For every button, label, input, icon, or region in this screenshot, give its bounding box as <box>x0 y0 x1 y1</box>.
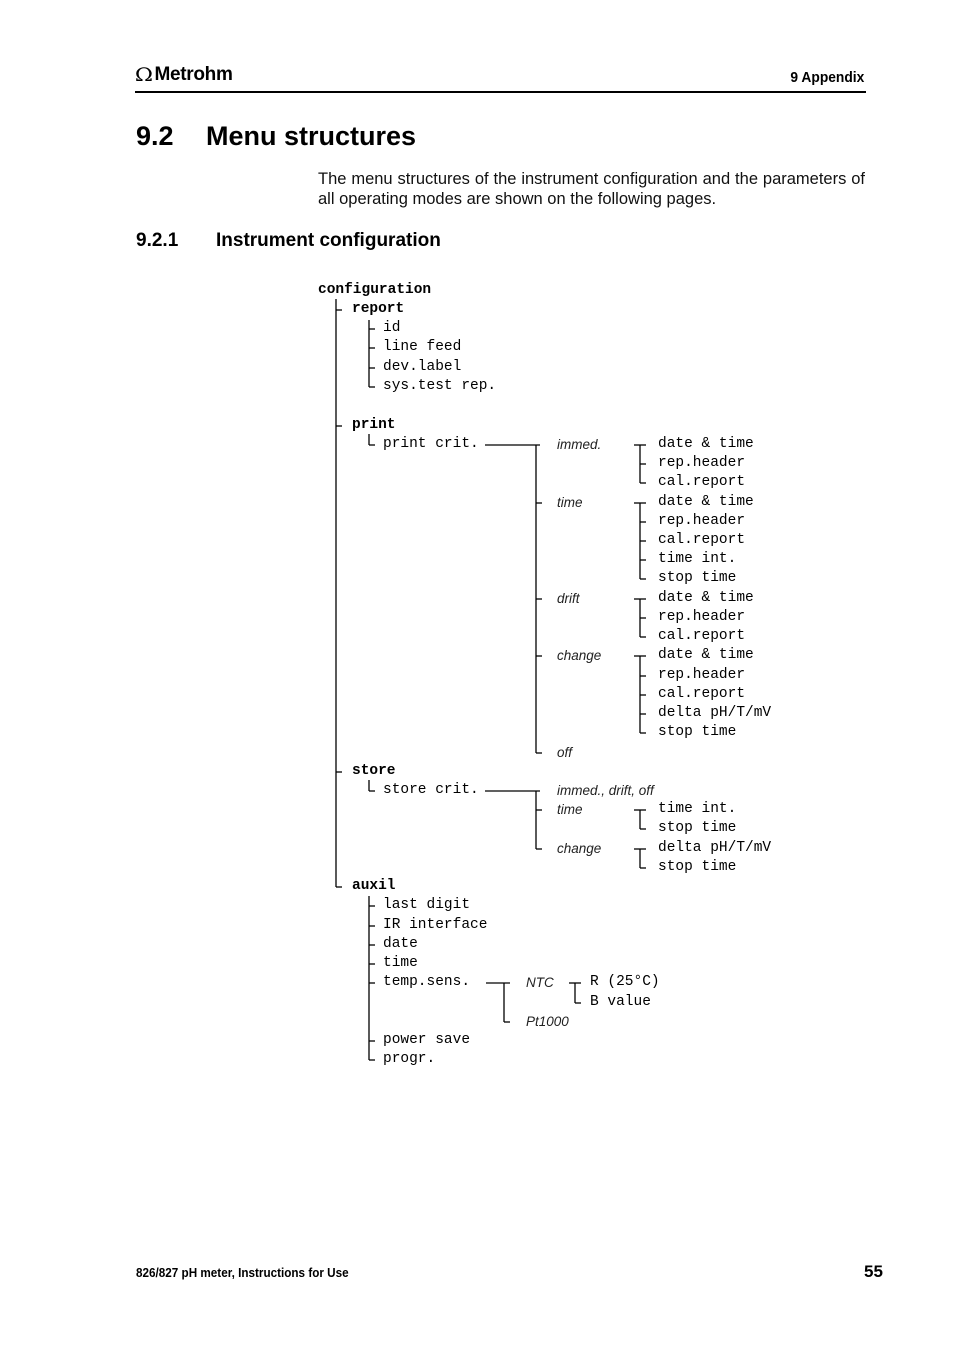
subsection-title: Instrument configuration <box>216 230 441 251</box>
tree-item: cal.report <box>658 686 746 702</box>
tree-option: immed., drift, off <box>557 783 654 798</box>
tree-option: off <box>557 745 573 760</box>
page-number: 55 <box>864 1262 883 1281</box>
tree-item: IR interface <box>383 917 488 933</box>
tree-item: time int. <box>658 551 737 567</box>
tree-item: progr. <box>383 1051 436 1067</box>
tree-option: immed. <box>557 437 602 452</box>
header-section-title: 9 Appendix <box>790 69 864 86</box>
tree-item: cal.report <box>658 532 746 548</box>
tree-item: rep.header <box>658 455 746 471</box>
logo-text: Metrohm <box>154 64 233 85</box>
tree-item: stop time <box>658 820 737 836</box>
tree-item: power save <box>383 1032 471 1048</box>
tree-option: Pt1000 <box>526 1014 569 1029</box>
tree-item: stop time <box>658 859 737 875</box>
tree-item: id <box>383 320 401 336</box>
tree-item: rep.header <box>658 513 746 529</box>
tree-item: stop time <box>658 724 737 740</box>
tree-item: last digit <box>383 897 471 913</box>
omega-logo-icon: Ω <box>134 64 153 86</box>
tree-option: drift <box>557 591 580 606</box>
tree-item: B value <box>590 994 651 1010</box>
tree-node-report: report <box>352 301 405 317</box>
tree-item: date & time <box>658 590 754 606</box>
tree-item: rep.header <box>658 667 746 683</box>
tree-item-store-crit: store crit. <box>383 782 479 798</box>
tree-item-print-crit: print crit. <box>383 436 479 452</box>
tree-option: change <box>557 841 602 856</box>
tree-node-auxil: auxil <box>352 878 396 894</box>
section-number: 9.2 <box>136 121 174 151</box>
section-title: Menu structures <box>206 121 417 151</box>
tree-option: NTC <box>526 975 554 990</box>
tree-item: cal.report <box>658 628 746 644</box>
subsection-number: 9.2.1 <box>136 230 179 251</box>
footer-document-title: 826/827 pH meter, Instructions for Use <box>136 1265 349 1280</box>
tree-node-store: store <box>352 763 396 779</box>
tree-item: delta pH/T/mV <box>658 705 772 721</box>
tree-root: configuration <box>318 282 432 298</box>
tree-item: line feed <box>383 339 462 355</box>
tree-item: sys.test rep. <box>383 378 497 394</box>
intro-paragraph: The menu structures of the instrument configuration and the parameters of all operating modes are shown on the following pages. <box>318 170 865 208</box>
tree-node-print: print <box>352 417 396 433</box>
tree-item: rep.header <box>658 609 746 625</box>
tree-option: time <box>557 802 583 817</box>
tree-item: time int. <box>658 801 737 817</box>
tree-item: dev.label <box>383 359 462 375</box>
tree-item: cal.report <box>658 474 746 490</box>
tree-item: date & time <box>658 647 754 663</box>
tree-item: stop time <box>658 570 737 586</box>
tree-item: date & time <box>658 436 754 452</box>
tree-item: delta pH/T/mV <box>658 840 772 856</box>
tree-item: time <box>383 955 418 971</box>
tree-item-temp-sens: temp.sens. <box>383 974 471 990</box>
tree-item: R (25°C) <box>590 974 660 990</box>
tree-item: date <box>383 936 418 952</box>
tree-option: time <box>557 495 583 510</box>
tree-item: date & time <box>658 494 754 510</box>
tree-option: change <box>557 648 602 663</box>
